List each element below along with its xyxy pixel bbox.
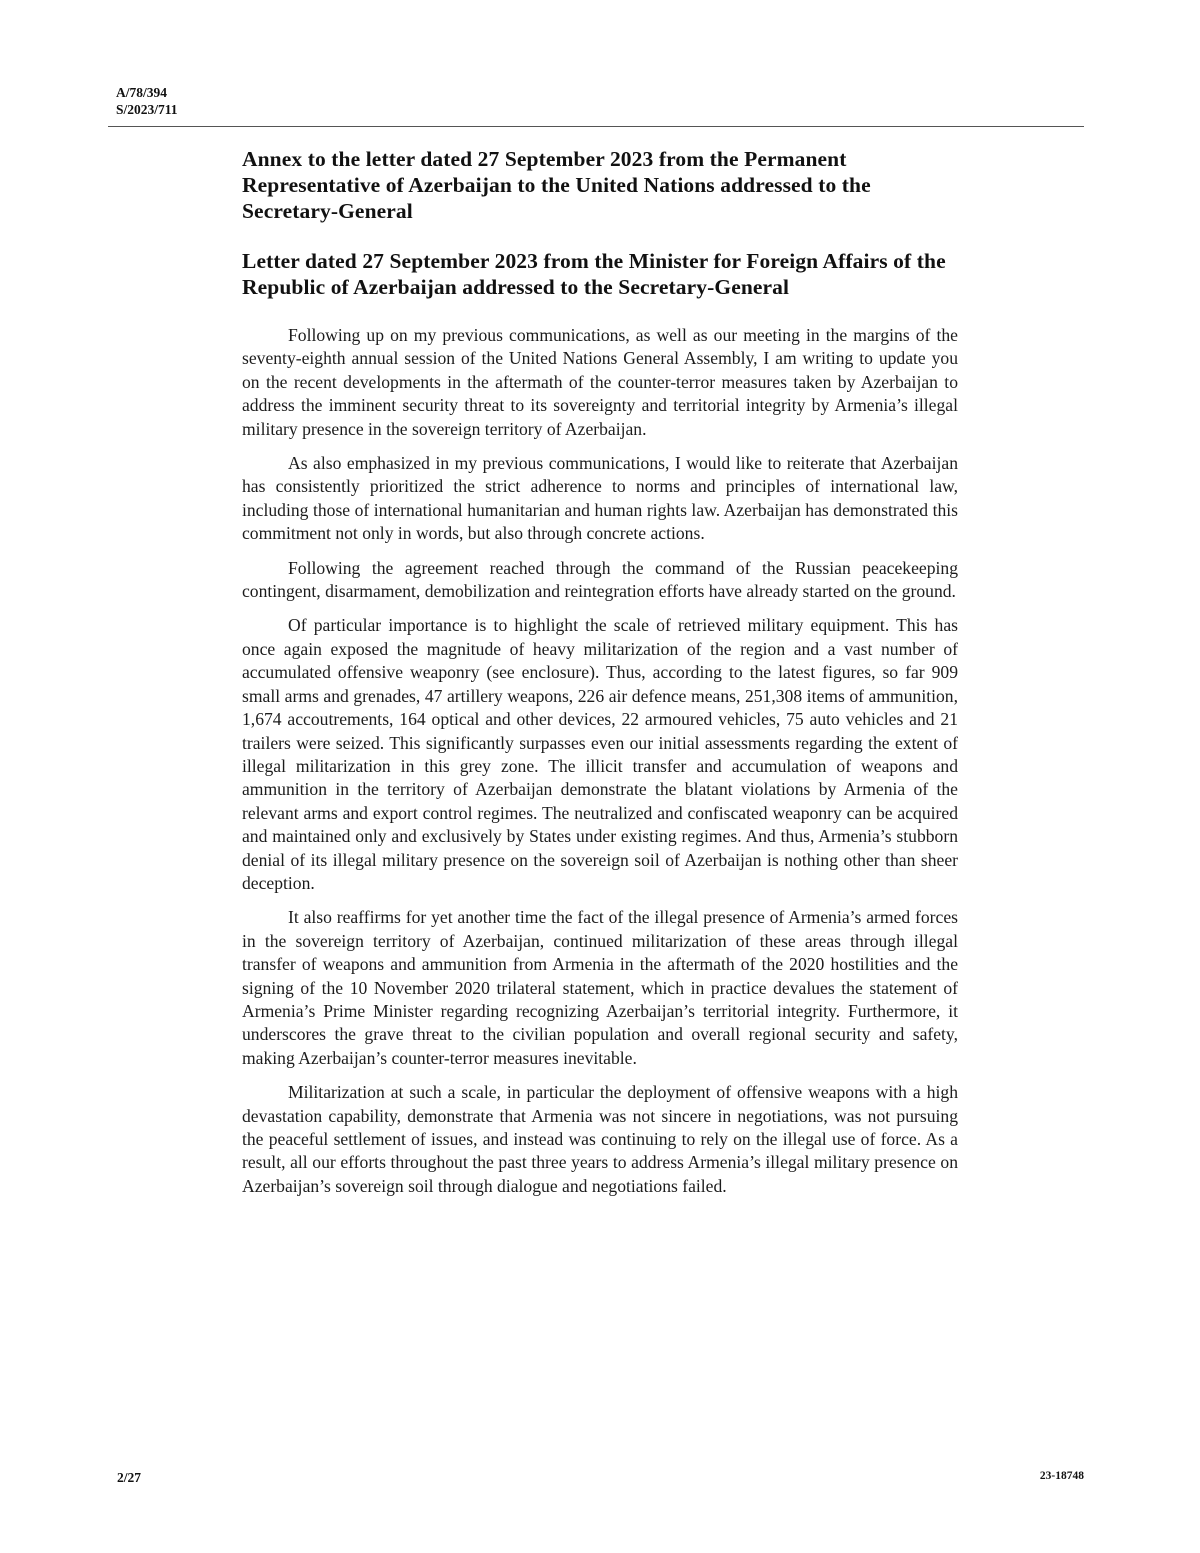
annex-title: Annex to the letter dated 27 September 2023 from the Permanent Representative of Azerbaijan to the United Nations addressed to the Secretary-General: [242, 147, 871, 223]
letter-text: [242, 324, 958, 1198]
page-number: 2/27: [117, 1470, 142, 1485]
document-number: 23-18748: [1039, 1470, 1084, 1482]
document-symbol-general-assembly: A/78/394: [116, 85, 168, 100]
document-symbols: [116, 84, 178, 118]
paragraph: Following up on my previous communications, as well as our meeting in the margins of the seventy-eighth annual session of the United Nations General Assembly, I am writing to update you on the recent developments in the aftermath of the counter-terror measures taken by Azerbaijan to address the imminent security threat to its sovereignty and territorial integrity by Armenia’s illegal military presence in the sovereign territory of Azerbaijan.: [242, 325, 958, 439]
paragraph: Militarization at such a scale, in particular the deployment of offensive weapons with a high devastation capability, demonstrate that Armenia was not sincere in negotiations, was not pursuing the peaceful settlement of issues, and instead was continuing to rely on the illegal use of force. As a result, all our efforts throughout the past three years to address Armenia’s illegal military presence on Azerbaijan’s sovereign soil through dialogue and negotiations failed.: [242, 1082, 958, 1196]
paragraph: Of particular importance is to highlight the scale of retrieved military equipment. This has once again exposed the magnitude of heavy militarization of the region and a vast number of accumulated offensive weaponry (see enclosure). Thus, according to the latest figures, so far 909 small arms and grenades, 47 artillery weapons, 226 air defence means, 251,308 items of ammunition, 1,674 accoutrements, 164 optical and other devices, 22 armoured vehicles, 75 auto vehicles and 21 trailers were seized. This significantly surpasses even our initial assessments regarding the extent of illegal militarization in this grey zone. The illicit transfer and accumulation of weapons and ammunition in the territory of Azerbaijan demonstrate the blatant violations by Armenia of the relevant arms and export control regimes. The neutralized and confiscated weaponry can be acquired and maintained only and exclusively by States under existing regimes. And thus, Armenia’s stubborn denial of its illegal military presence on the sovereign soil of Azerbaijan is nothing other than sheer deception.: [242, 615, 958, 893]
paragraph: It also reaffirms for yet another time the fact of the illegal presence of Armenia’s armed forces in the sovereign territory of Azerbaijan, continued militarization of these areas through illegal transfer of weapons and ammunition from Armenia in the aftermath of the 2020 hostilities and the signing of the 10 November 2020 trilateral statement, which in practice devalues the statement of Armenia’s Prime Minister regarding recognizing Azerbaijan’s territorial integrity. Furthermore, it underscores the grave threat to the civilian population and overall regional security and safety, making Azerbaijan’s counter-terror measures inevitable.: [242, 907, 958, 1068]
paragraph: As also emphasized in my previous communications, I would like to reiterate that Azerbaijan has consistently prioritized the strict adherence to norms and principles of international law, including those of international humanitarian and human rights law. Azerbaijan has demonstrated this commitment not only in words, but also through concrete actions.: [242, 453, 958, 544]
document-body: [242, 146, 958, 1209]
letter-title: Letter dated 27 September 2023 from the Minister for Foreign Affairs of the Republic of Azerbaijan addressed to the Secretary-General: [242, 249, 946, 299]
header-divider: [108, 126, 1084, 127]
document-symbol-security-council: S/2023/711: [116, 102, 178, 117]
paragraph: Following the agreement reached through the command of the Russian peacekeeping contingent, disarmament, demobilization and reintegration efforts have already started on the ground.: [242, 557, 958, 602]
